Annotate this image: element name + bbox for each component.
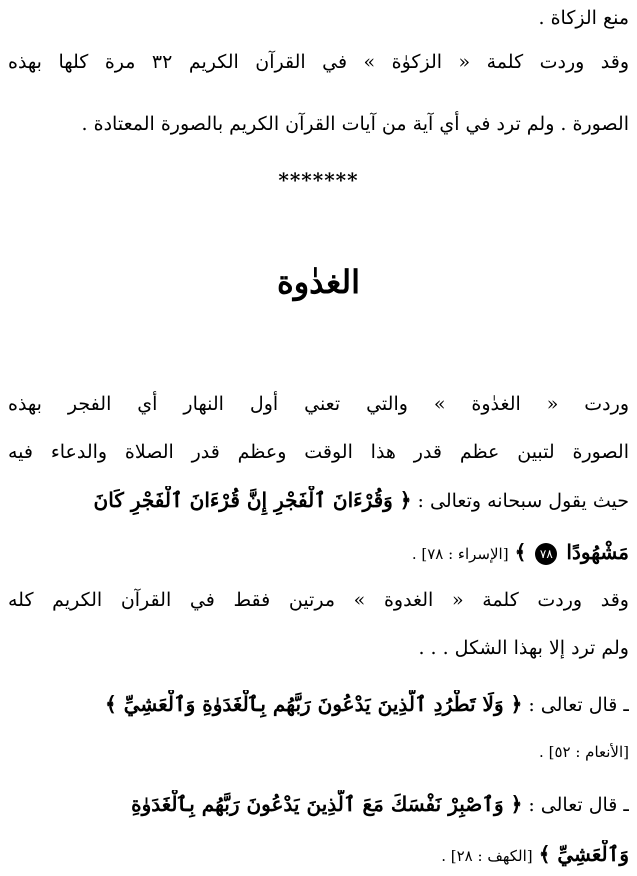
- quran-verse-kahf-part1: ﴿ وَٱصْبِرْ نَفْسَكَ مَعَ ٱلَّذِينَ يَدْعُونَ رَبَّهُم بِٱلْغَدَوٰةِ: [131, 792, 523, 816]
- verse-reference-isra: [الإسراء : ٧٨] .: [411, 545, 509, 563]
- quran-verse-anam: ﴿ وَلَا تَطْرُدِ ٱلَّذِينَ يَدْعُونَ رَبَّهُم بِٱلْغَدَوٰةِ وَٱلْعَشِيِّ ﴾: [105, 692, 523, 716]
- quote-kahf-intro: ـ قال تعالى :: [528, 794, 629, 816]
- quran-closing-bracket: ﴾: [514, 540, 527, 564]
- text-line-3: الصورة . ولم ترد في أي آية من آيات القرآن الكريم بالصورة المعتادة .: [81, 113, 629, 135]
- text-line-2: وقد وردت كلمة « الزكوٰة » في القرآن الكريم ٣٢ مرة كلها بهذه: [8, 51, 629, 73]
- paragraph-line-1: وردت « الغدٰوة » والتي تعني أول النهار أي الفجر بهذه: [8, 393, 629, 415]
- quote-line-kahf-2: [8, 840, 629, 870]
- quote-line-kahf: [8, 790, 629, 819]
- verse-reference-anam: [الأنعام : ٥٢] .: [539, 743, 629, 761]
- section-divider-stars: *******: [278, 168, 359, 192]
- paragraph-line-3-text: حيث يقول سبحانه وتعالى :: [417, 490, 629, 512]
- paragraph-line-2: الصورة لتبين عظم قدر هذا الوقت وعظم قدر الصلاة والدعاء فيه: [8, 441, 629, 463]
- quran-verse-isra-part1: ﴿ وَقُرْءَانَ ٱلْفَجْرِ إِنَّ قُرْءَانَ ٱلْفَجْرِ كَانَ: [93, 488, 412, 512]
- paragraph-line-4: [8, 538, 629, 568]
- section-heading: الغدٰوة: [276, 263, 361, 301]
- quran-verse-kahf-part2: وَٱلْعَشِيِّ ﴾: [538, 842, 629, 866]
- aya-number-badge: ٧٨: [535, 543, 557, 565]
- quote-line-anam: [8, 690, 629, 719]
- quote-anam-intro: ـ قال تعالى :: [528, 694, 629, 716]
- quran-verse-isra-part2: مَشْهُودًا: [566, 540, 629, 564]
- paragraph-line-5: وقد وردت كلمة « الغدوة » مرتين فقط في القرآن الكريم كله: [8, 589, 629, 611]
- paragraph-line-6: ولم ترد إلا بهذا الشكل . . .: [418, 637, 629, 659]
- paragraph-line-3: [8, 486, 629, 515]
- text-line-1: منع الزكاة .: [538, 7, 629, 29]
- verse-reference-kahf: [الكهف : ٢٨] .: [441, 847, 533, 865]
